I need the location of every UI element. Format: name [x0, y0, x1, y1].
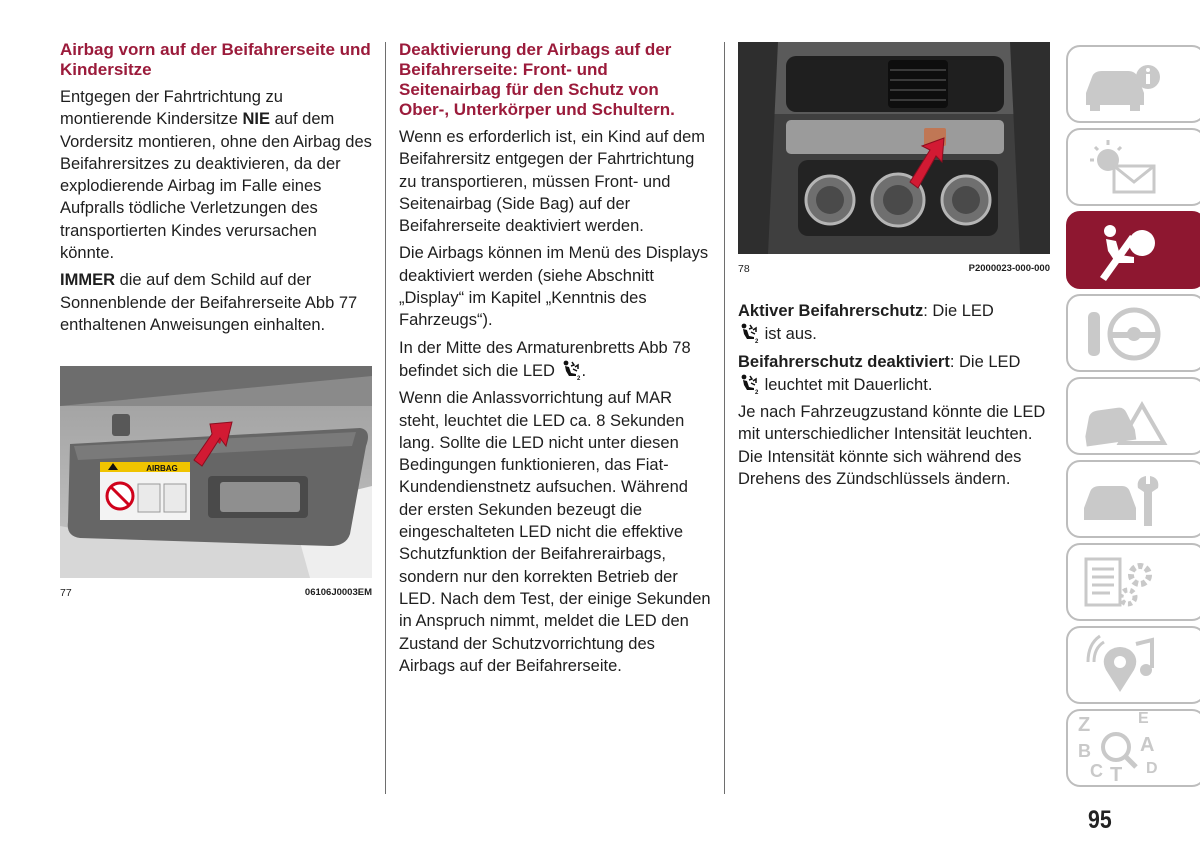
- tab-technical-data[interactable]: [1066, 543, 1200, 621]
- paragraph: [399, 337, 711, 383]
- text: : Die LED: [949, 352, 1021, 371]
- paragraph: Wenn die Anlassvorrichtung auf MAR steht, leuchtet die LED ca. 8 Sekunden lang. Sollte die LED nicht unter diesen Bedingungen funktionieren, das Fiat-Kundendienstnetz aufsuchen. Während der ersten Sekunden bezeugt die eingeschalteten LED nicht die effektive Schutzfunktion der Beifahrerairbags, sondern nur den korrekten Betrieb der LED. Nach dem Test, der einige Sekunden in Anspruch nimmt, meldet die LED den Zustand der Schutzvorrichtung des Airbags auf der Beifahrerseite.: [399, 389, 711, 675]
- tab-safety[interactable]: [1066, 211, 1200, 289]
- key-steering-wheel-icon: [1080, 302, 1170, 366]
- airbag-label-text: [100, 462, 190, 474]
- tab-index[interactable]: [1066, 709, 1200, 787]
- car-info-icon: [1080, 53, 1170, 117]
- paragraph: Wenn es erforderlich ist, ein Kind auf dem Beifahrersitz entgegen der Fahrtrichtung zu transportieren, müssen Front- und Seitenairbag (Side Bag) auf der Beifahrerseite deaktiviert werden.: [399, 128, 706, 236]
- figure-code: 06106J0003EM: [304, 587, 372, 598]
- figure-78-caption: [738, 263, 1050, 275]
- index-letter: D: [1146, 760, 1158, 777]
- text: In der Mitte des Armaturenbretts Abb 78 befindet sich die LED: [399, 338, 691, 380]
- column-divider: [385, 42, 386, 794]
- text: .: [581, 361, 587, 380]
- text: leuchtet mit Dauerlicht.: [760, 375, 933, 394]
- index-letter: B: [1078, 741, 1091, 761]
- index-letter: E: [1138, 711, 1149, 727]
- index-letter: T: [1110, 764, 1123, 783]
- figure-77-caption: [60, 587, 372, 599]
- section-heading: Deaktivierung der Airbags auf der Beifahrerseite: Front- und Seitenairbag für den Schutz von Ober-, Unterkörper und Schultern.: [399, 40, 675, 119]
- airbag-off-led-icon: [738, 322, 760, 344]
- text: Entgegen der Fahrtrichtung zu montierende Kindersitze: [60, 88, 283, 129]
- tab-maintenance[interactable]: [1066, 460, 1200, 538]
- tab-emergency[interactable]: [1066, 377, 1200, 455]
- airbag-safety-icon: [1080, 219, 1170, 283]
- figure-77-sun-visor: [60, 366, 372, 578]
- airbag-off-led-icon: [560, 359, 582, 381]
- paragraph: [738, 351, 1050, 397]
- section-heading: Airbag vorn auf der Beifahrerseite und Kindersitze: [60, 40, 371, 79]
- figure-number: 77: [60, 587, 72, 599]
- column-divider: [724, 42, 725, 794]
- figure-number: 78: [738, 263, 750, 275]
- index-letter: Z: [1078, 714, 1091, 736]
- tab-multimedia[interactable]: [1066, 626, 1200, 704]
- svg-text:2: 2: [755, 339, 759, 345]
- svg-text:2: 2: [755, 389, 759, 395]
- tab-vehicle-knowledge[interactable]: [1066, 45, 1200, 123]
- emphasis: Beifahrerschutz deaktiviert: [738, 352, 950, 371]
- index-letter: C: [1090, 761, 1103, 781]
- warning-lights-icon: [1080, 136, 1170, 200]
- svg-text:2: 2: [576, 375, 580, 381]
- figure-code: P2000023-000-000: [968, 263, 1050, 274]
- emphasis: Aktiver Beifahrerschutz: [738, 302, 924, 320]
- text: die auf dem Schild auf der Sonnenblende der Beifahrerseite Abb 77 enthaltenen Anweisungen einhalten.: [60, 271, 358, 334]
- emphasis: NIE: [242, 110, 271, 129]
- text: : Die LED: [923, 302, 994, 320]
- index-icon: [1074, 711, 1174, 783]
- airbag-off-led-icon: [738, 373, 760, 395]
- emergency-icon: [1080, 385, 1170, 449]
- maintenance-icon: [1080, 468, 1170, 532]
- column-1: [60, 40, 372, 341]
- column-2: [399, 40, 711, 682]
- multimedia-icon: [1080, 634, 1170, 698]
- paragraph: Je nach Fahrzeugzustand könnte die LED mit unterschiedlicher Intensität leuchten. Die Intensität könnte sich während des Drehens des Zündschlüssels ändern.: [738, 403, 1046, 489]
- technical-data-icon: [1080, 551, 1170, 615]
- paragraph: [60, 269, 372, 336]
- paragraph: [738, 300, 1050, 346]
- airbag-label: AIRBAG: [146, 464, 178, 473]
- text: auf dem Vordersitz montieren, ohne den Airbag des Beifahrersitzes zu deaktivieren, da der explodierende Airbag im Falle eines Aufpralls tödliche Verletzungen des transportierten Kindes verursachen könnte.: [60, 110, 372, 263]
- page-number: 95: [1088, 806, 1112, 834]
- paragraph: Die Airbags können im Menü des Displays deaktiviert werden (siehe Abschnitt „Display“ im Kapitel „Kenntnis des Fahrzeugs“).: [399, 244, 709, 330]
- emphasis: IMMER: [60, 271, 115, 290]
- dashboard-illustration: [738, 42, 1050, 254]
- tab-warning-lights[interactable]: [1066, 128, 1200, 206]
- index-letter: A: [1140, 734, 1155, 756]
- tab-starting-driving[interactable]: [1066, 294, 1200, 372]
- paragraph: [60, 86, 372, 264]
- text: ist aus.: [760, 325, 817, 344]
- figure-78-dashboard: [738, 42, 1050, 254]
- column-3: [738, 300, 1050, 495]
